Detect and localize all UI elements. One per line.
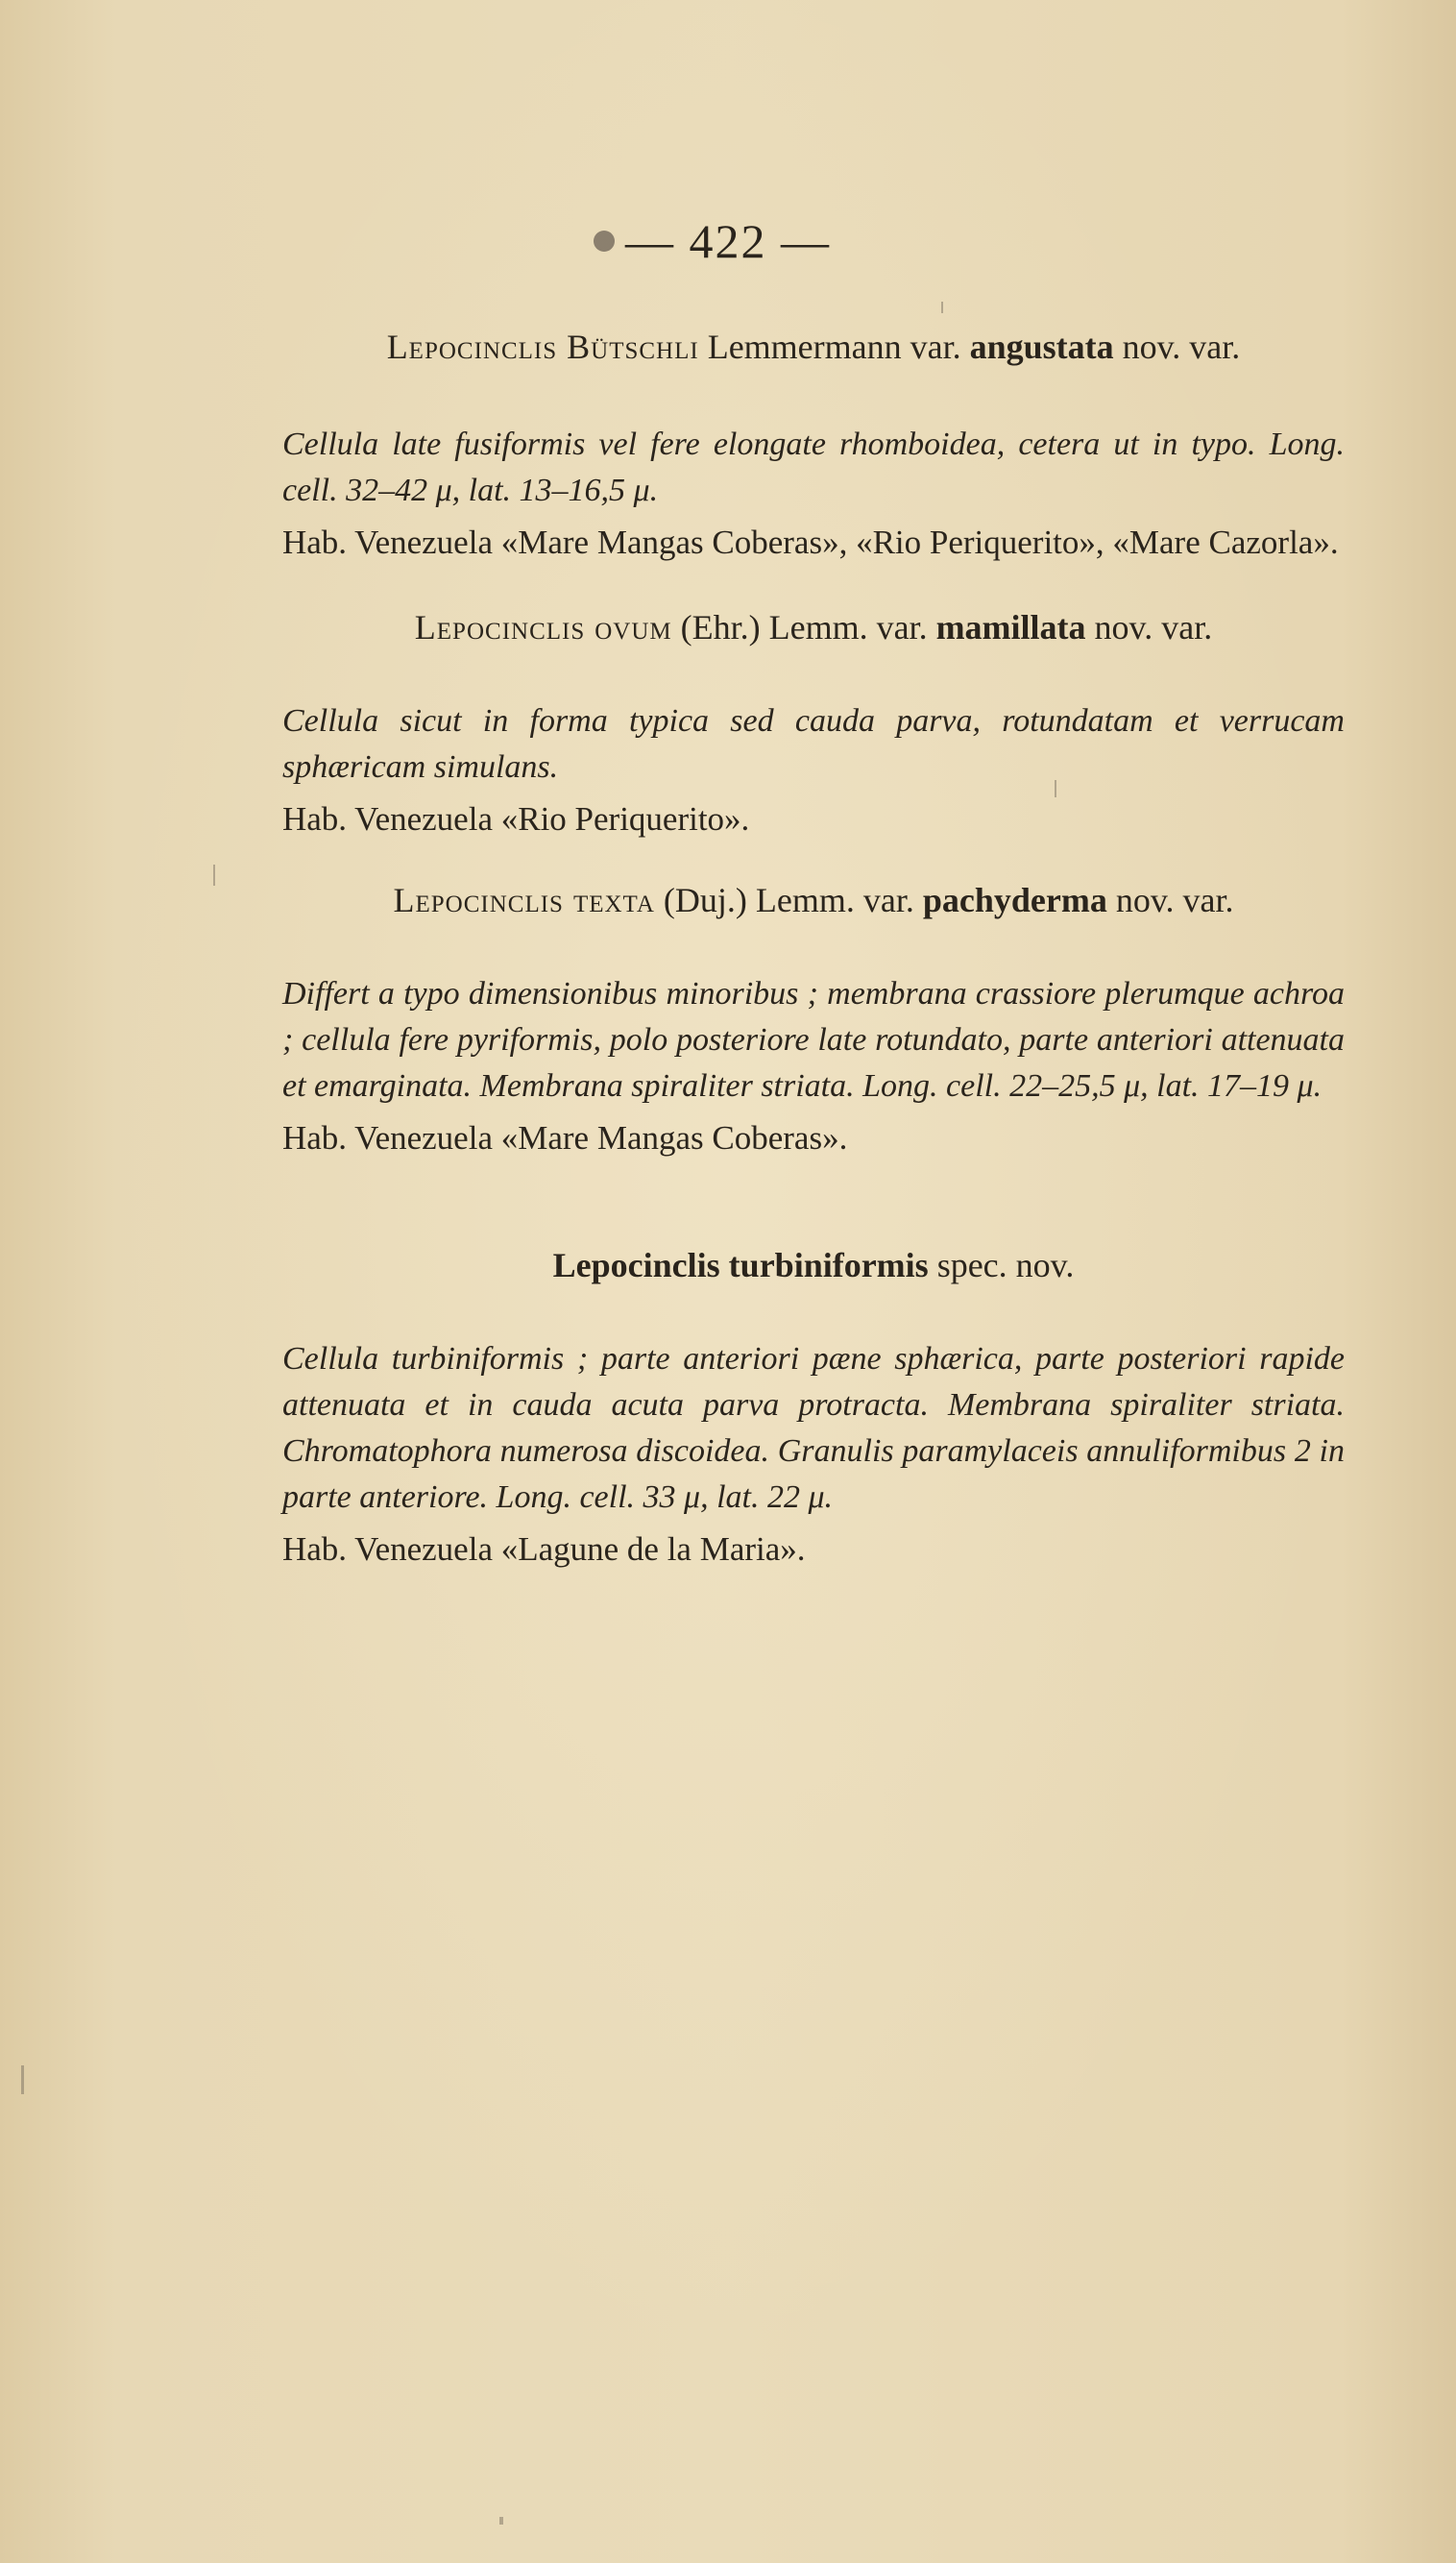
habitat-text: Hab. Venezuela «Lagune de la Maria». <box>282 1530 806 1569</box>
diagnosis-text: Cellula turbiniformis ; parte anteriori pæne sphærica, parte posteriori rapide attenuata et in cauda acuta parva protracta. Membrana spiraliter striata. Chromatophora numerosa discoidea. Granulis paramylaceis annuliformibus 2 in parte anteriore. Long. cell. 33 μ, lat. 22 μ. <box>282 1341 1345 1516</box>
paper-speck <box>21 2065 24 2094</box>
paper-speck <box>499 2517 503 2525</box>
taxon-name: Lepocinclis texta <box>393 881 655 919</box>
taxon-name: Lepocinclis ovum <box>414 608 672 647</box>
variety-name: mamillata <box>935 608 1086 647</box>
entry-angustata <box>282 327 1345 566</box>
entry-mamillata <box>282 607 1345 842</box>
taxon-status: nov. var. <box>1085 608 1213 647</box>
habitat-text: Hab. Venezuela «Mare Mangas Coberas». <box>282 1119 848 1158</box>
variety-name: angustata <box>969 328 1114 366</box>
species-name: Lepocinclis turbiniformis <box>552 1246 929 1284</box>
diagnosis-text: Cellula sicut in forma typica sed cauda parva, rotundatam et verrucam sphæricam simulans. <box>282 703 1345 786</box>
taxon-status: spec. nov. <box>928 1246 1075 1284</box>
entry-heading <box>282 880 1345 921</box>
taxon-author: Lemmermann var. <box>698 328 970 366</box>
habitat-text: Hab. Venezuela «Mare Mangas Coberas», «Rio Periquerito», «Mare Cazorla». <box>282 524 1339 562</box>
entry-heading <box>282 1245 1345 1286</box>
taxon-author: (Duj.) Lemm. var. <box>654 881 923 919</box>
paper-speck <box>1055 780 1056 797</box>
entry-heading <box>282 327 1345 368</box>
habitat-text: Hab. Venezuela «Rio Periquerito». <box>282 800 750 839</box>
page-number: — 422 — <box>625 214 831 268</box>
entry-heading <box>282 607 1345 648</box>
diagnosis-text: Differt a typo dimensionibus minoribus ; membrana crassiore plerumque achroa ; cellula fere pyriformis, polo posteriore late rotundato, parte anteriori attenuata et emarginata. Membrana spiraliter striata. Long. cell. 22–25,5 μ, lat. 17–19 μ. <box>282 976 1345 1105</box>
variety-name: pachyderma <box>922 881 1107 919</box>
paper-speck <box>941 302 943 313</box>
taxon-status: nov. var. <box>1106 881 1234 919</box>
taxon-name: Lepocinclis Bütschli <box>386 328 699 366</box>
entry-turbiniformis <box>282 1245 1345 1573</box>
taxon-status: nov. var. <box>1113 328 1241 366</box>
paper-speck <box>213 865 215 886</box>
entry-pachyderma <box>282 880 1345 1161</box>
taxon-author: (Ehr.) Lemm. var. <box>671 608 936 647</box>
diagnosis-text: Cellula late fusiformis vel fere elongate rhomboidea, cetera ut in typo. Long. cell. 32–42 μ, lat. 13–16,5 μ. <box>282 427 1345 509</box>
